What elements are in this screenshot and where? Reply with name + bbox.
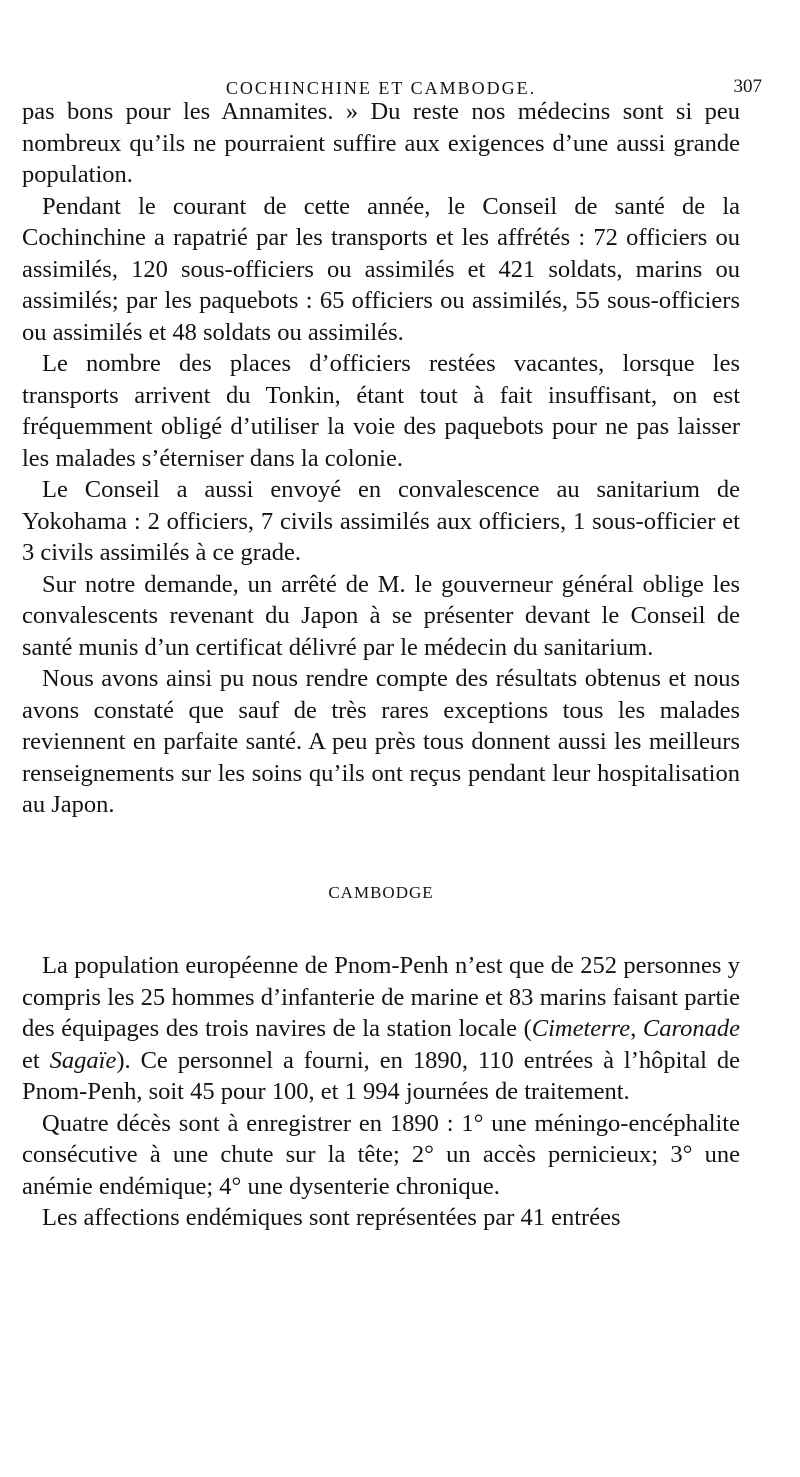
page-number: 307	[733, 76, 762, 97]
page-body	[22, 96, 740, 1234]
ship-name-caronade: Caronade	[642, 1015, 741, 1042]
paragraph-9: Les affections endémiques sont représentées par 41 entrées	[42, 1204, 621, 1231]
paragraph-8: Quatre décès sont à enregistrer en 1890 : 1° une méningo-encéphalite consécutive à une chute sur la tête; 2° un accès pernicieux; 3° une anémie endémique; 4° une dysenterie chronique.	[22, 1109, 740, 1200]
running-title: COCHINCHINE ET CAMBODGE.	[225, 78, 537, 98]
paragraph-6: Nous avons ainsi pu nous rendre compte des résultats obtenus et nous avons constaté que sauf de très rares exceptions tous les malades reviennent en parfaite santé. A peu près tous donnent aussi les meilleurs renseignements sur les soins qu’ils ont reçus pendant leur hospitalisation au Japon.	[22, 665, 740, 818]
ship-name-cimeterre: Cimeterre	[531, 1015, 631, 1042]
paragraph-3: Le nombre des places d’officiers restées vacantes, lorsque les transports arrivent du Tonkin, étant tout à fait insuffisant, on est fréquemment obligé d’utiliser la voie des paquebots pour ne pas laisser les malades s’éterniser dans la colonie.	[22, 350, 740, 472]
and-separator: et	[22, 1046, 50, 1074]
ship-name-sagaie: Sagaïe	[49, 1046, 117, 1074]
paragraph-7-text-b: ). Ce personnel a fourni, en 1890, 110 entrées à l’hôpital de Pnom-Penh, soit 45 pour 100, et 1 994 journées de traitement.	[22, 1046, 741, 1105]
paragraph-2: Pendant le courant de cette année, le Conseil de santé de la Cochinchine a rapatrié par les transports et les affrétés : 72 officiers ou assimilés, 120 sous-officiers ou assimilés et 421 soldats, marins ou assimilés; par les paquebots : 65 officiers ou assimilés, 55 sous-officiers ou assimilés et 48 soldats ou assimilés.	[22, 192, 740, 346]
section-heading: CAMBODGE	[328, 882, 434, 902]
paragraph-7-text-a: La population européenne de Pnom-Penh n’est que de 252 personnes y compris les 25 hommes d’infanterie de marine et 83 marins faisant partie des équipages des trois navires de la station locale (	[22, 952, 740, 1042]
page-header	[22, 60, 762, 98]
paragraph-1: pas bons pour les Annamites. » Du reste nos médecins sont si peu nombreux qu’ils ne pourraient suffire aux exigences d’une aussi grande population.	[22, 98, 740, 188]
paragraph-5: Sur notre demande, un arrêté de M. le gouverneur général oblige les convalescents revenant du Japon à se présenter devant le Conseil de santé munis d’un certificat délivré par le médecin du sanitarium.	[22, 570, 740, 661]
paragraph-7	[22, 950, 740, 1108]
paragraph-4: Le Conseil a aussi envoyé en convalescence au sanitarium de Yokohama : 2 officiers, 7 civils assimilés aux officiers, 1 sous-officier et 3 civils assimilés à ce grade.	[22, 476, 740, 566]
comma-separator: ,	[630, 1015, 643, 1042]
